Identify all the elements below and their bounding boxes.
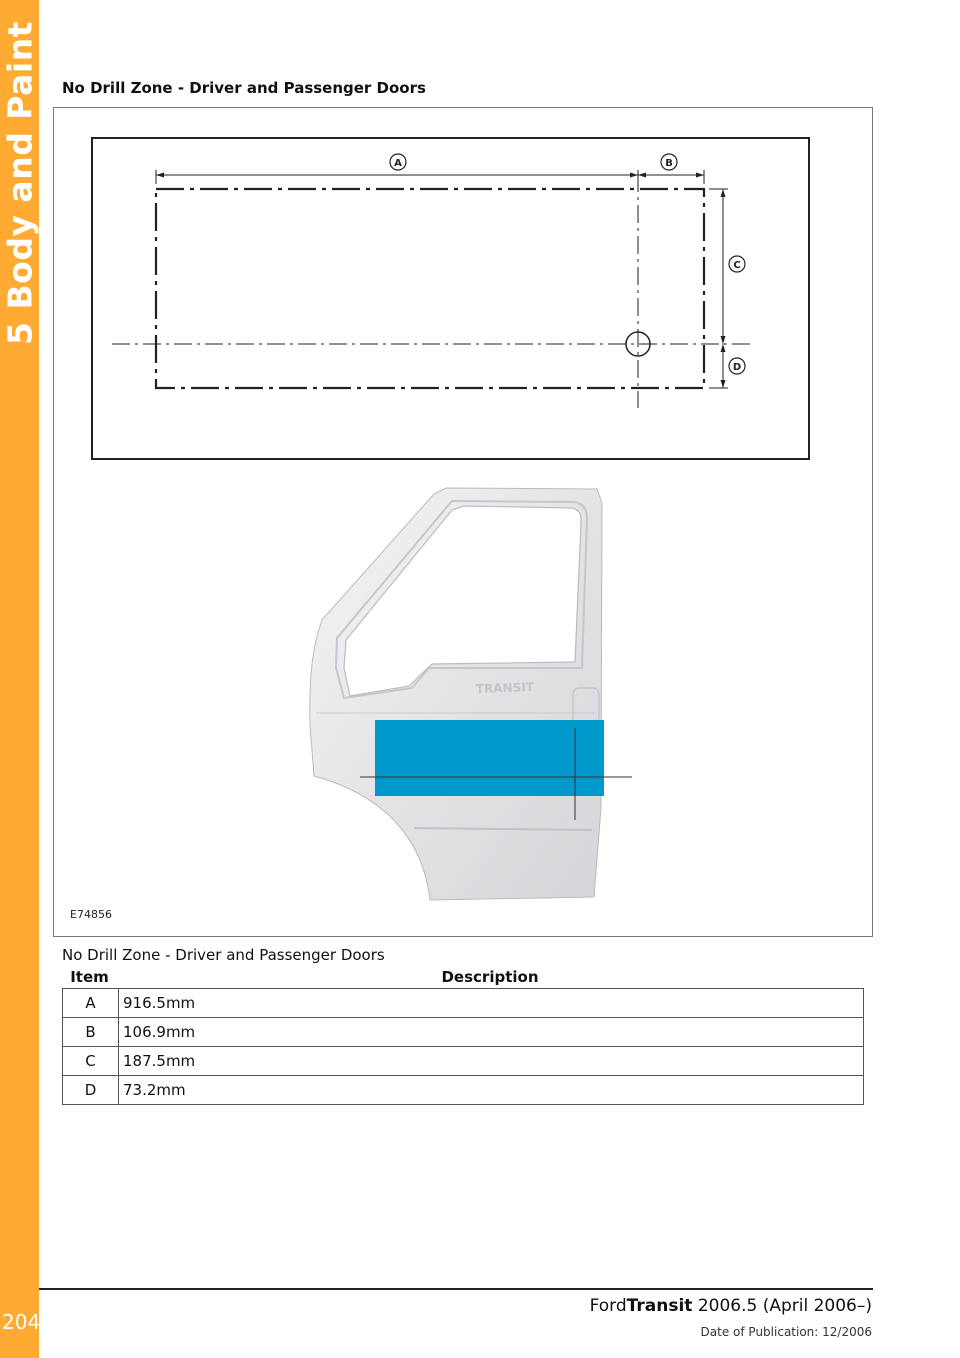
table-row	[63, 1018, 864, 1047]
figure-id: E74856	[70, 908, 112, 921]
table-caption: No Drill Zone - Driver and Passenger Doors	[62, 946, 385, 964]
column-header-item: Item	[70, 968, 109, 986]
footer-model-name: Transit	[626, 1296, 693, 1316]
footer-edition: 2006.5 (April 2006–)	[697, 1296, 872, 1316]
page-number: 204	[2, 1310, 41, 1334]
item-cell: A	[63, 989, 119, 1018]
schematic-frame	[92, 138, 809, 459]
column-header-description: Description	[441, 968, 539, 986]
description-cell: 106.9mm	[119, 1018, 864, 1047]
table-row	[63, 1076, 864, 1105]
sidebar-tab	[0, 0, 39, 1358]
svg-text:A: A	[394, 158, 402, 169]
section-title: 5 Body and Paint	[0, 21, 40, 345]
door-diagram	[54, 108, 874, 938]
table-row	[63, 1047, 864, 1076]
no-drill-zone-highlight	[375, 720, 604, 796]
description-cell: 73.2mm	[119, 1076, 864, 1105]
svg-text:C: C	[733, 260, 741, 271]
table-row	[63, 989, 864, 1018]
footer-publication-date: Date of Publication: 12/2006	[700, 1325, 872, 1339]
description-cell: 916.5mm	[119, 989, 864, 1018]
svg-text:D: D	[732, 362, 742, 373]
item-cell: B	[63, 1018, 119, 1047]
footer-rule	[39, 1288, 873, 1290]
figure-heading: No Drill Zone - Driver and Passenger Doors	[62, 79, 426, 97]
description-table	[62, 988, 864, 1105]
item-cell: C	[63, 1047, 119, 1076]
svg-text:TRANSIT: TRANSIT	[475, 679, 535, 696]
footer-brand: Ford	[589, 1296, 627, 1316]
figure	[53, 107, 873, 937]
section-title-wrap	[0, 0, 39, 350]
description-cell: 187.5mm	[119, 1047, 864, 1076]
item-cell: D	[63, 1076, 119, 1105]
footer-model	[590, 1296, 872, 1316]
svg-text:B: B	[665, 158, 673, 169]
